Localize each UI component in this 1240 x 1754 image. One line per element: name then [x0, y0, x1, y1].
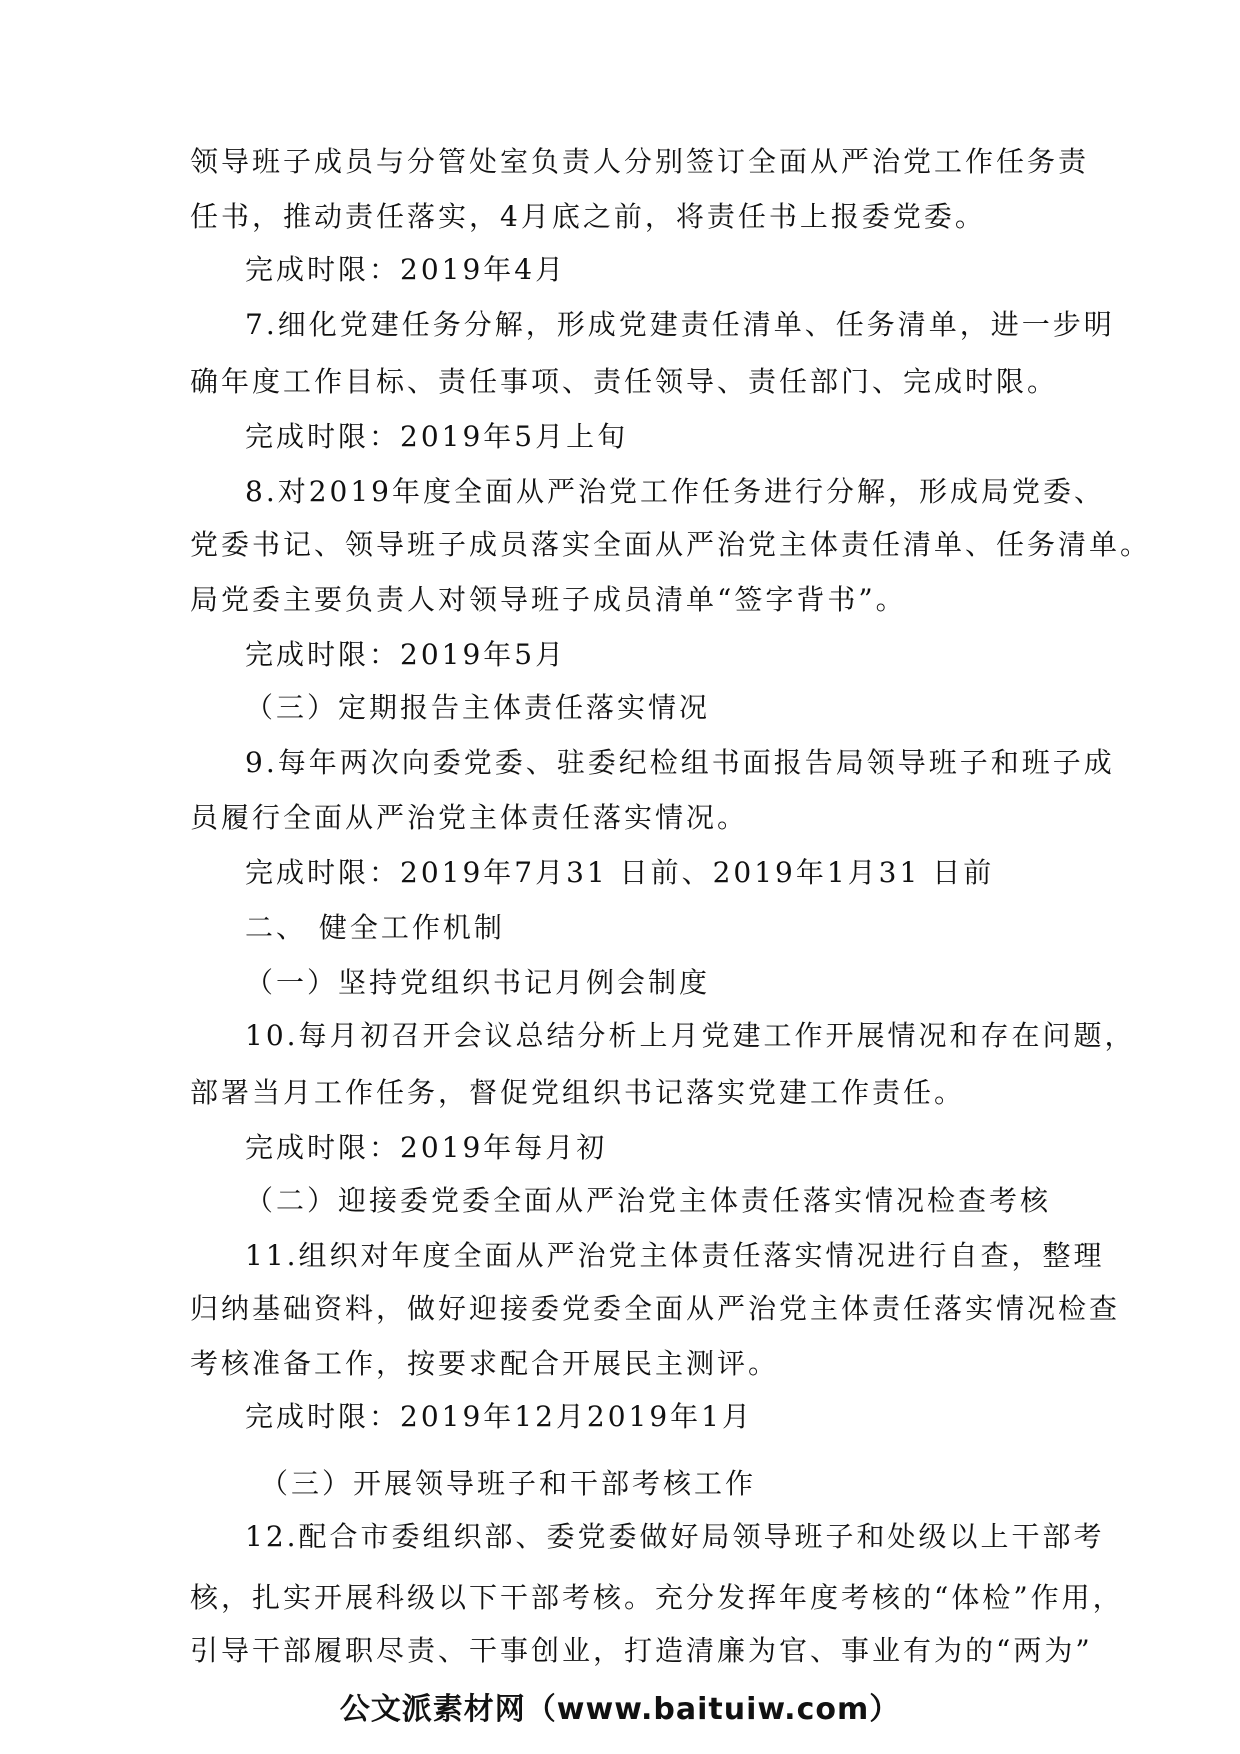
body-text-line: 党委书记、领导班子成员落实全面从严治党主体责任清单、任务清单。: [190, 528, 1152, 561]
body-text-line: 领导班子成员与分管处室负责人分别签订全面从严治党工作任务责: [190, 145, 1090, 178]
item-heading-line: 8.对2019年度全面从严治党工作任务进行分解，形成局党委、: [245, 475, 1105, 508]
deadline-line: 完成时限：2019年7月31 日前、2019年1月31 日前: [245, 856, 995, 889]
item-heading-line: 9.每年两次向委党委、驻委纪检组书面报告局领导班子和班子成: [245, 746, 1115, 779]
body-text-line: 部署当月工作任务，督促党组织书记落实党建工作责任。: [190, 1076, 966, 1109]
body-text-line: 确年度工作目标、责任事项、责任领导、责任部门、完成时限。: [190, 365, 1059, 398]
item-heading-line: 7.细化党建任务分解，形成党建责任清单、任务清单，进一步明: [245, 308, 1115, 341]
section-heading: 二、 健全工作机制: [245, 911, 505, 944]
deadline-line: 完成时限：2019年4月: [245, 253, 567, 286]
footer-watermark: 公文派素材网（www.baituiw.com）: [339, 1692, 901, 1727]
item-heading-line: 11.组织对年度全面从严治党主体责任落实情况进行自查，整理: [245, 1239, 1105, 1272]
deadline-line: 完成时限：2019年12月2019年1月: [245, 1400, 753, 1433]
body-text-line: 归纳基础资料，做好迎接委党委全面从严治党主体责任落实情况检查: [190, 1292, 1121, 1325]
body-text-line: 局党委主要负责人对领导班子成员清单“签字背书”。: [190, 583, 907, 616]
section-subheading: （三）开展领导班子和干部考核工作: [260, 1467, 757, 1500]
deadline-line: 完成时限：2019年5月上旬: [245, 420, 629, 453]
body-text-line: 考核准备工作，按要求配合开展民主测评。: [190, 1347, 780, 1380]
item-heading-line: 12.配合市委组织部、委党委做好局领导班子和处级以上干部考: [245, 1520, 1105, 1553]
body-text-line: 核，扎实开展科级以下干部考核。充分发挥年度考核的“体检”作用，: [190, 1581, 1124, 1614]
item-heading-line: 10.每月初召开会议总结分析上月党建工作开展情况和存在问题，: [245, 1019, 1136, 1052]
section-subheading: （三）定期报告主体责任落实情况: [245, 691, 711, 724]
body-text-line: 任书，推动责任落实，4月底之前，将责任书上报委党委。: [190, 200, 986, 233]
section-subheading: （二）迎接委党委全面从严治党主体责任落实情况检查考核: [245, 1184, 1052, 1217]
deadline-line: 完成时限：2019年5月: [245, 638, 567, 671]
body-text-line: 员履行全面从严治党主体责任落实情况。: [190, 801, 749, 834]
body-text-line: 引导干部履职尽责、干事创业，打造清廉为官、事业有为的“两为”: [190, 1634, 1093, 1667]
deadline-line: 完成时限：2019年每月初: [245, 1131, 608, 1164]
section-subheading: （一）坚持党组织书记月例会制度: [245, 966, 711, 999]
